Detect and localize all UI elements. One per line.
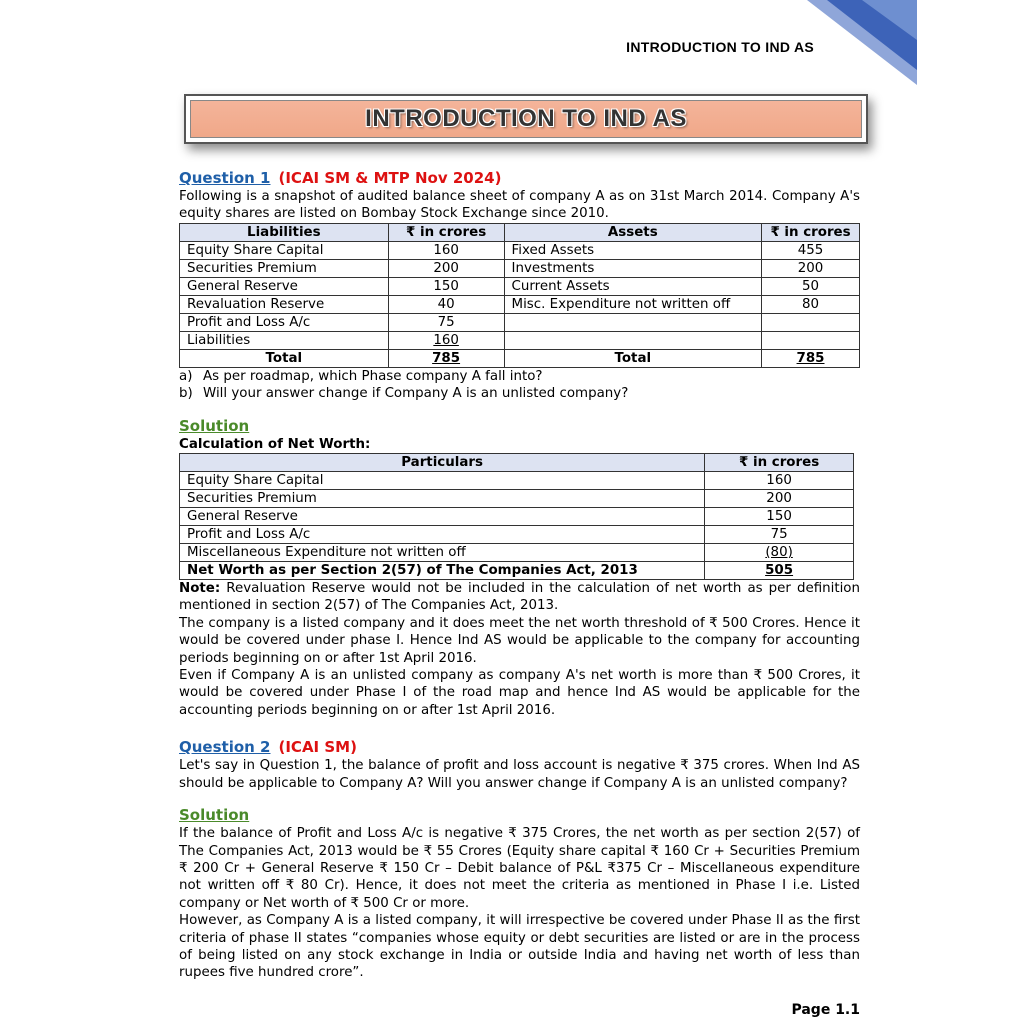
question-1-text: Following is a snapshot of audited balance sheet of company A as on 31st March 2014. Company A's equity shares are listed on Bombay Stock Exchange since 2010. xyxy=(179,189,860,222)
solution-2-paragraph: However, as Company A is a listed company, it will irrespective be covered under Phase II as the first criteria of phase II states “companies whose equity or debt securities are listed or are in the process of being listed on any stock exchange in India or outside India and having net worth of less than rupees five hundred crore”. xyxy=(179,913,860,981)
table-cell xyxy=(762,331,860,349)
list-item: b) Will your answer change if Company A is an unlisted company? xyxy=(179,386,629,402)
total-assets: 785 xyxy=(762,349,860,367)
solution-1-heading: Solution xyxy=(179,416,250,435)
table-cell: Securities Premium xyxy=(180,490,705,508)
table-cell: Revaluation Reserve xyxy=(180,295,389,313)
table-cell: (80) xyxy=(705,544,854,562)
table-row xyxy=(180,313,860,331)
chapter-banner xyxy=(184,94,868,144)
question-2-text: Let's say in Question 1, the balance of profit and loss account is negative ₹ 375 crores. When Ind AS should be applicable to Company A? Will you answer change if Company A is an unlisted company? xyxy=(179,758,860,791)
table-cell: Investments xyxy=(504,259,762,277)
table-cell: 160 xyxy=(705,472,854,490)
solution-2-heading: Solution xyxy=(179,806,250,825)
table-cell: Profit and Loss A/c xyxy=(180,313,389,331)
total-liabilities: 785 xyxy=(388,349,504,367)
table-row xyxy=(180,544,854,562)
total-label: Total xyxy=(180,349,389,367)
table-cell: General Reserve xyxy=(180,508,705,526)
table-row xyxy=(180,241,860,259)
table-cell xyxy=(762,313,860,331)
table-header-row xyxy=(180,223,860,241)
question-1-heading xyxy=(179,168,860,188)
table-cell: Liabilities xyxy=(180,331,389,349)
question-2-label[interactable]: Question 2 xyxy=(179,738,271,757)
table-cell: Miscellaneous Expenditure not written off xyxy=(180,544,705,562)
page-content xyxy=(179,168,860,982)
table-row xyxy=(180,472,854,490)
table-header: ₹ in crores xyxy=(762,223,860,241)
question-2-source: (ICAI SM) xyxy=(278,738,357,757)
table-row xyxy=(180,259,860,277)
chapter-title: INTRODUCTION TO IND AS xyxy=(365,105,687,132)
table-header: Particulars xyxy=(180,454,705,472)
table-cell: 150 xyxy=(388,277,504,295)
table-row xyxy=(180,526,854,544)
table-row xyxy=(180,508,854,526)
table-cell xyxy=(504,313,762,331)
question-2-heading xyxy=(179,737,860,757)
table-cell: 75 xyxy=(388,313,504,331)
table-header: ₹ in crores xyxy=(388,223,504,241)
note-paragraph: Note: Revaluation Reserve would not be included in the calculation of net worth as per definition mentioned in section 2(57) of The Companies Act, 2013. xyxy=(179,581,860,614)
table-cell: General Reserve xyxy=(180,277,389,295)
table-cell: 455 xyxy=(762,241,860,259)
corner-decoration xyxy=(807,0,917,85)
table-row xyxy=(180,277,860,295)
table-cell xyxy=(504,331,762,349)
table-cell: 160 xyxy=(388,331,504,349)
table-header: Liabilities xyxy=(180,223,389,241)
net-worth-label: Net Worth as per Section 2(57) of The Companies Act, 2013 xyxy=(180,562,705,580)
table-header: Assets xyxy=(504,223,762,241)
table-row xyxy=(180,295,860,313)
question-1-source: (ICAI SM & MTP Nov 2024) xyxy=(278,169,502,187)
solution-1-paragraph: The company is a listed company and it does meet the net worth threshold of ₹ 500 Crores. Hence it would be covered under phase I. Hence Ind AS would be applicable to the company for accounting periods beginning on or after 1st April 2016. xyxy=(179,615,860,666)
table-row xyxy=(180,331,860,349)
table-header-row xyxy=(180,454,854,472)
table-total-row xyxy=(180,349,860,367)
table-cell: 75 xyxy=(705,526,854,544)
table-cell: 200 xyxy=(762,259,860,277)
table-cell: 80 xyxy=(762,295,860,313)
table-cell: 200 xyxy=(388,259,504,277)
table-cell: Misc. Expenditure not written off xyxy=(504,295,762,313)
table-cell: 150 xyxy=(705,508,854,526)
table-cell: Current Assets xyxy=(504,277,762,295)
total-label: Total xyxy=(504,349,762,367)
page-number: Page 1.1 xyxy=(791,1002,860,1018)
table-cell: 160 xyxy=(388,241,504,259)
net-worth-table xyxy=(179,453,854,580)
table-cell: Profit and Loss A/c xyxy=(180,526,705,544)
question-1-label[interactable]: Question 1 xyxy=(179,169,271,187)
table-cell: Equity Share Capital xyxy=(180,241,389,259)
table-header: ₹ in crores xyxy=(705,454,854,472)
solution-2-paragraph: If the balance of Profit and Loss A/c is negative ₹ 375 Crores, the net worth as per section 2(57) of The Companies Act, 2013 would be ₹ 55 Crores (Equity share capital ₹ 160 Cr + Securities Premium ₹ 200 Cr + General Reserve ₹ 150 Cr – Debit balance of P&L ₹375 Cr – Miscellaneous expenditure not written off ₹ 80 Cr). Hence, it does not meet the criteria as mentioned in Phase I i.e. Listed company or Net worth of ₹ 500 Cr or more. xyxy=(179,826,860,911)
question-1-items xyxy=(179,368,860,403)
table-row xyxy=(180,490,854,508)
table-cell: Fixed Assets xyxy=(504,241,762,259)
net-worth-value: 505 xyxy=(705,562,854,580)
table-total-row xyxy=(180,562,854,580)
solution-1-paragraph: Even if Company A is an unlisted company as company A's net worth is more than ₹ 500 Crores, it would be covered under Phase I of the road map and hence Ind AS would be applicable for the accounting periods beginning on or after 1st April 2016. xyxy=(179,668,860,718)
balance-sheet-table xyxy=(179,223,860,368)
list-item: a) As per roadmap, which Phase company A fall into? xyxy=(179,368,543,384)
table-cell: Securities Premium xyxy=(180,259,389,277)
table-cell: 40 xyxy=(388,295,504,313)
table-cell: 200 xyxy=(705,490,854,508)
net-worth-subheading: Calculation of Net Worth: xyxy=(179,436,371,452)
running-header: INTRODUCTION TO IND AS xyxy=(626,39,814,55)
table-cell: 50 xyxy=(762,277,860,295)
table-cell: Equity Share Capital xyxy=(180,472,705,490)
